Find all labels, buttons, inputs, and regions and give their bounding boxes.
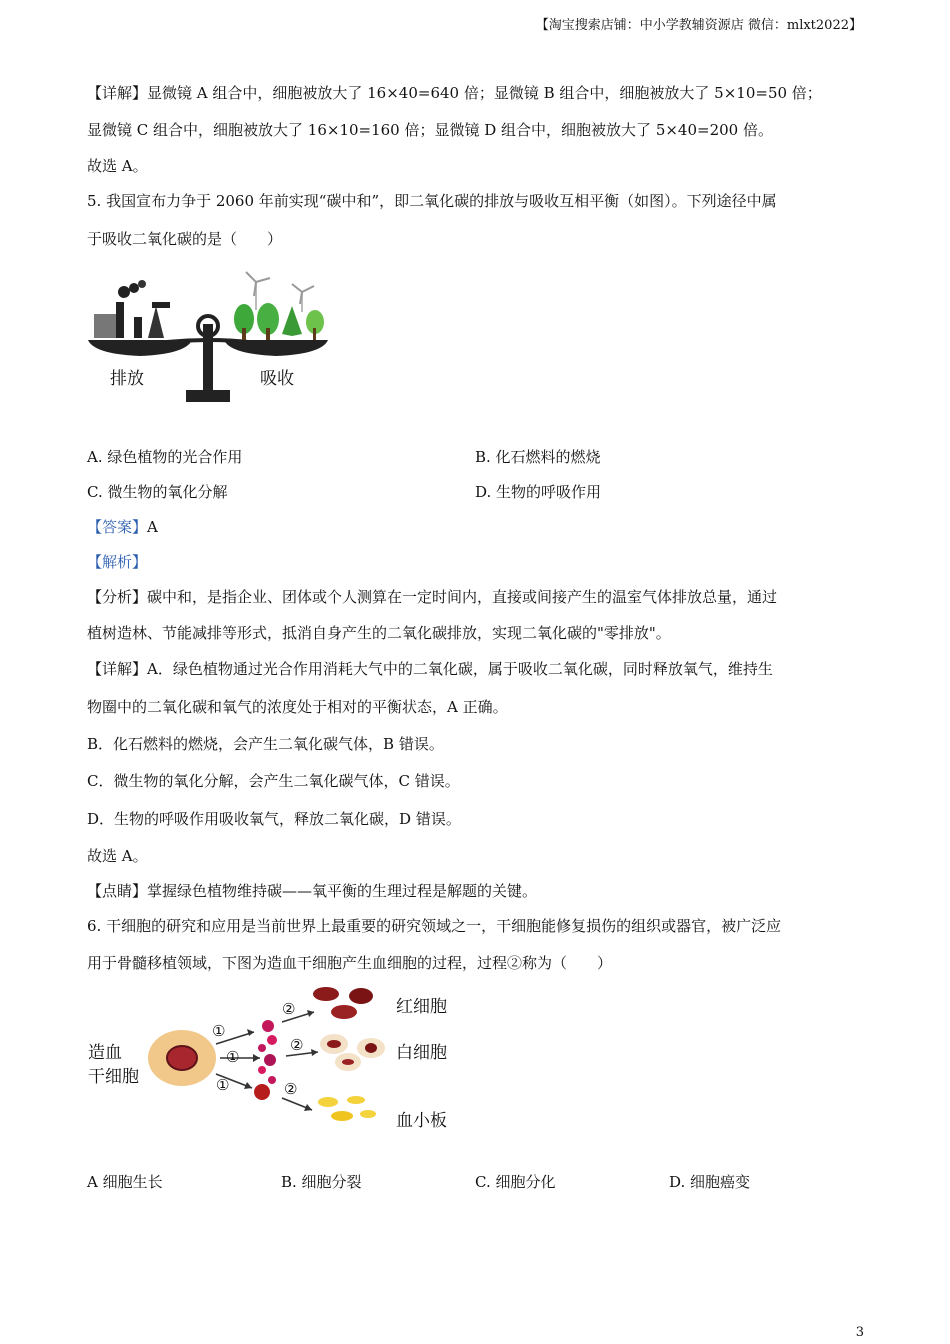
step-1-label-bottom: ① <box>216 1076 230 1094</box>
q6-option-b[interactable]: B. 细胞分裂 <box>281 1173 362 1191</box>
red-blood-cell-label: 红细胞 <box>396 997 447 1017</box>
q6-option-a[interactable]: A 细胞生长 <box>87 1173 163 1191</box>
stem-cell-label-1: 造血 <box>88 1043 122 1063</box>
absorption-label: 吸收 <box>260 369 294 389</box>
q5-analysis-line-2: 植树造林、节能减排等形式，抵消自身产生的二氧化碳排放，实现二氧化碳的"零排放"。 <box>87 624 671 642</box>
prev-detail-line-2: 显微镜 C 组合中，细胞被放大了 16×10=160 倍；显微镜 D 组合中，细胞被放大了 5×40=200 倍。 <box>87 121 773 139</box>
q5-analysis-tag: 【解析】 <box>87 553 148 571</box>
q5-stem-line-1: 5. 我国宣布力争于 2060 年前实现“碳中和”，即二氧化碳的排放与吸收互相平衡（如图）。下列途径中属 <box>87 192 777 210</box>
q5-detail-b: B．化石燃料的燃烧，会产生二氧化碳气体，B 错误。 <box>87 735 444 753</box>
page-number: 3 <box>855 1325 864 1340</box>
emission-label: 排放 <box>110 369 144 389</box>
q5-option-a[interactable]: A. 绿色植物的光合作用 <box>87 448 243 466</box>
step-2-label-bottom: ② <box>284 1080 298 1098</box>
q6-option-d[interactable]: D. 细胞癌变 <box>669 1173 751 1191</box>
q5-detail-d: D．生物的呼吸作用吸收氧气，释放二氧化碳，D 错误。 <box>87 810 461 828</box>
prev-conclusion: 故选 A。 <box>87 157 148 175</box>
q5-detail-line-1: 【详解】A．绿色植物通过光合作用消耗大气中的二氧化碳，属于吸收二氧化碳，同时释放氧气，维持生 <box>87 660 773 678</box>
stem-cell-figure <box>86 982 466 1132</box>
q5-tip: 【点睛】掌握绿色植物维持碳——氧平衡的生理过程是解题的关键。 <box>87 882 538 900</box>
step-1-label-top: ① <box>212 1022 226 1040</box>
q5-option-b[interactable]: B. 化石燃料的燃烧 <box>475 448 601 466</box>
step-1-label-mid: ① <box>226 1048 240 1066</box>
q5-analysis-line-1: 【分析】碳中和，是指企业、团体或个人测算在一定时间内，直接或间接产生的温室气体排放总量，通过 <box>87 588 778 606</box>
answer-tag: 【答案】 <box>87 518 148 536</box>
step-2-label-mid: ② <box>290 1036 304 1054</box>
q5-option-d[interactable]: D. 生物的呼吸作用 <box>475 483 602 501</box>
q5-conclusion: 故选 A。 <box>87 847 148 865</box>
q5-answer <box>87 516 158 537</box>
white-blood-cell-label: 白细胞 <box>396 1043 447 1063</box>
platelet-label: 血小板 <box>396 1111 447 1131</box>
q6-option-c[interactable]: C. 细胞分化 <box>475 1173 556 1191</box>
page-header: 【淘宝搜索店铺：中小学教辅资源店 微信：mlxt2022】 <box>535 18 862 33</box>
answer-value: A <box>147 518 158 536</box>
q5-detail-c: C．微生物的氧化分解，会产生二氧化碳气体，C 错误。 <box>87 772 460 790</box>
q6-stem-line-2: 用于骨髓移植领域，下图为造血干细胞产生血细胞的过程，过程②称为（ ） <box>87 954 613 972</box>
prev-detail-line-1: 【详解】显微镜 A 组合中，细胞被放大了 16×40=640 倍；显微镜 B 组合中，细胞被放大了 5×10=50 倍； <box>87 84 822 102</box>
step-2-label-top: ② <box>282 1000 296 1018</box>
q6-stem-line-1: 6. 干细胞的研究和应用是当前世界上最重要的研究领域之一，干细胞能修复损伤的组织或器官，被广泛应 <box>87 917 782 935</box>
q5-option-c[interactable]: C. 微生物的氧化分解 <box>87 483 228 501</box>
q5-detail-line-2: 物圈中的二氧化碳和氧气的浓度处于相对的平衡状态，A 正确。 <box>87 698 508 716</box>
stem-cell-label-2: 干细胞 <box>88 1067 139 1087</box>
q5-stem-line-2: 于吸收二氧化碳的是（ ） <box>87 230 283 248</box>
carbon-balance-figure <box>86 262 331 410</box>
